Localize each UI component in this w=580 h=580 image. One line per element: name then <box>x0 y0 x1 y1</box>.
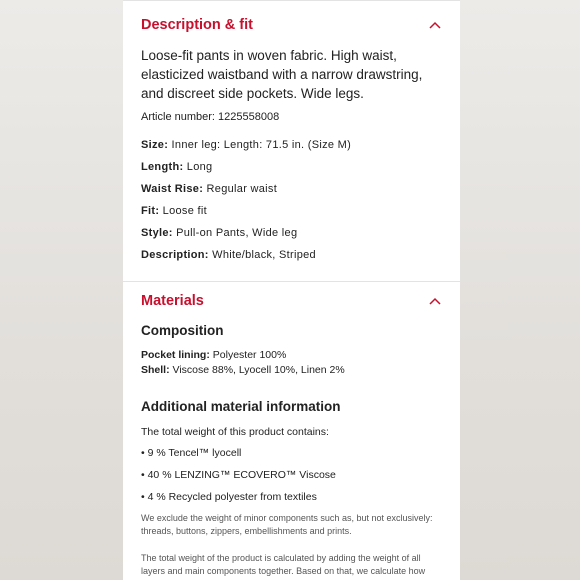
section-divider <box>123 281 460 282</box>
pocket-lining-label: Pocket lining: <box>141 349 210 361</box>
spec-fit-value: Loose fit <box>162 205 207 217</box>
product-description: Loose-fit pants in woven fabric. High waist, elasticized waistband with a narrow drawstring, and discreet side pockets. Wide legs. <box>141 48 423 101</box>
composition-pocket-lining <box>141 349 446 361</box>
article-number <box>141 111 446 123</box>
description-fit-title: Description & fit <box>141 17 253 33</box>
spec-description-label: Description: <box>141 249 209 261</box>
note-calculation <box>141 552 446 578</box>
spec-waist-rise <box>141 183 446 195</box>
shell-value: Viscose 88%, Lyocell 10%, Linen 2% <box>172 364 345 376</box>
spec-fit-label: Fit: <box>141 205 160 217</box>
spec-style-label: Style: <box>141 227 173 239</box>
shell-label: Shell: <box>141 364 170 376</box>
note-calculation-line-1: The total weight of the product is calculated by adding the weight of all <box>141 553 421 563</box>
spec-size <box>141 139 446 151</box>
background-left <box>0 0 123 580</box>
product-details-panel <box>123 0 460 580</box>
bullet-ecovero: • 40 % LENZING™ ECOVERO™ Viscose <box>141 469 336 481</box>
spec-size-value: Inner leg: Length: 71.5 in. (Size M) <box>171 139 352 151</box>
top-divider <box>123 0 460 1</box>
chevron-up-icon[interactable] <box>428 296 442 306</box>
weight-intro: The total weight of this product contains: <box>141 426 329 438</box>
spec-description <box>141 249 446 261</box>
spec-description-value: White/black, Striped <box>212 249 316 261</box>
spec-length-label: Length: <box>141 161 184 173</box>
spec-style <box>141 227 446 239</box>
spec-size-label: Size: <box>141 139 169 151</box>
composition-shell <box>141 364 446 376</box>
bullet-tencel: • 9 % Tencel™ lyocell <box>141 447 242 459</box>
spec-style-value: Pull-on Pants, Wide leg <box>176 227 298 239</box>
note-exclusions-line-2: threads, buttons, zippers, embellishments and prints. <box>141 526 352 536</box>
materials-title: Materials <box>141 293 204 309</box>
bullet-recycled: • 4 % Recycled polyester from textiles <box>141 491 317 503</box>
note-calculation-line-2: layers and main components together. Based on that, we calculate how <box>141 566 426 576</box>
materials-header[interactable] <box>141 293 442 309</box>
spec-fit <box>141 205 446 217</box>
composition-heading: Composition <box>141 323 224 338</box>
description-fit-header[interactable] <box>141 17 442 33</box>
pocket-lining-value: Polyester 100% <box>212 349 287 361</box>
article-number-value: 1225558008 <box>218 111 280 123</box>
spec-length <box>141 161 446 173</box>
background-right <box>460 0 580 580</box>
chevron-up-icon[interactable] <box>428 20 442 30</box>
note-exclusions-line-1: We exclude the weight of minor components such as, but not exclusively: <box>141 513 433 523</box>
article-number-label: Article number: <box>141 111 215 123</box>
note-exclusions <box>141 512 446 538</box>
additional-material-heading: Additional material information <box>141 399 341 414</box>
spec-waist-rise-value: Regular waist <box>206 183 278 195</box>
spec-waist-rise-label: Waist Rise: <box>141 183 204 195</box>
spec-length-value: Long <box>186 161 213 173</box>
